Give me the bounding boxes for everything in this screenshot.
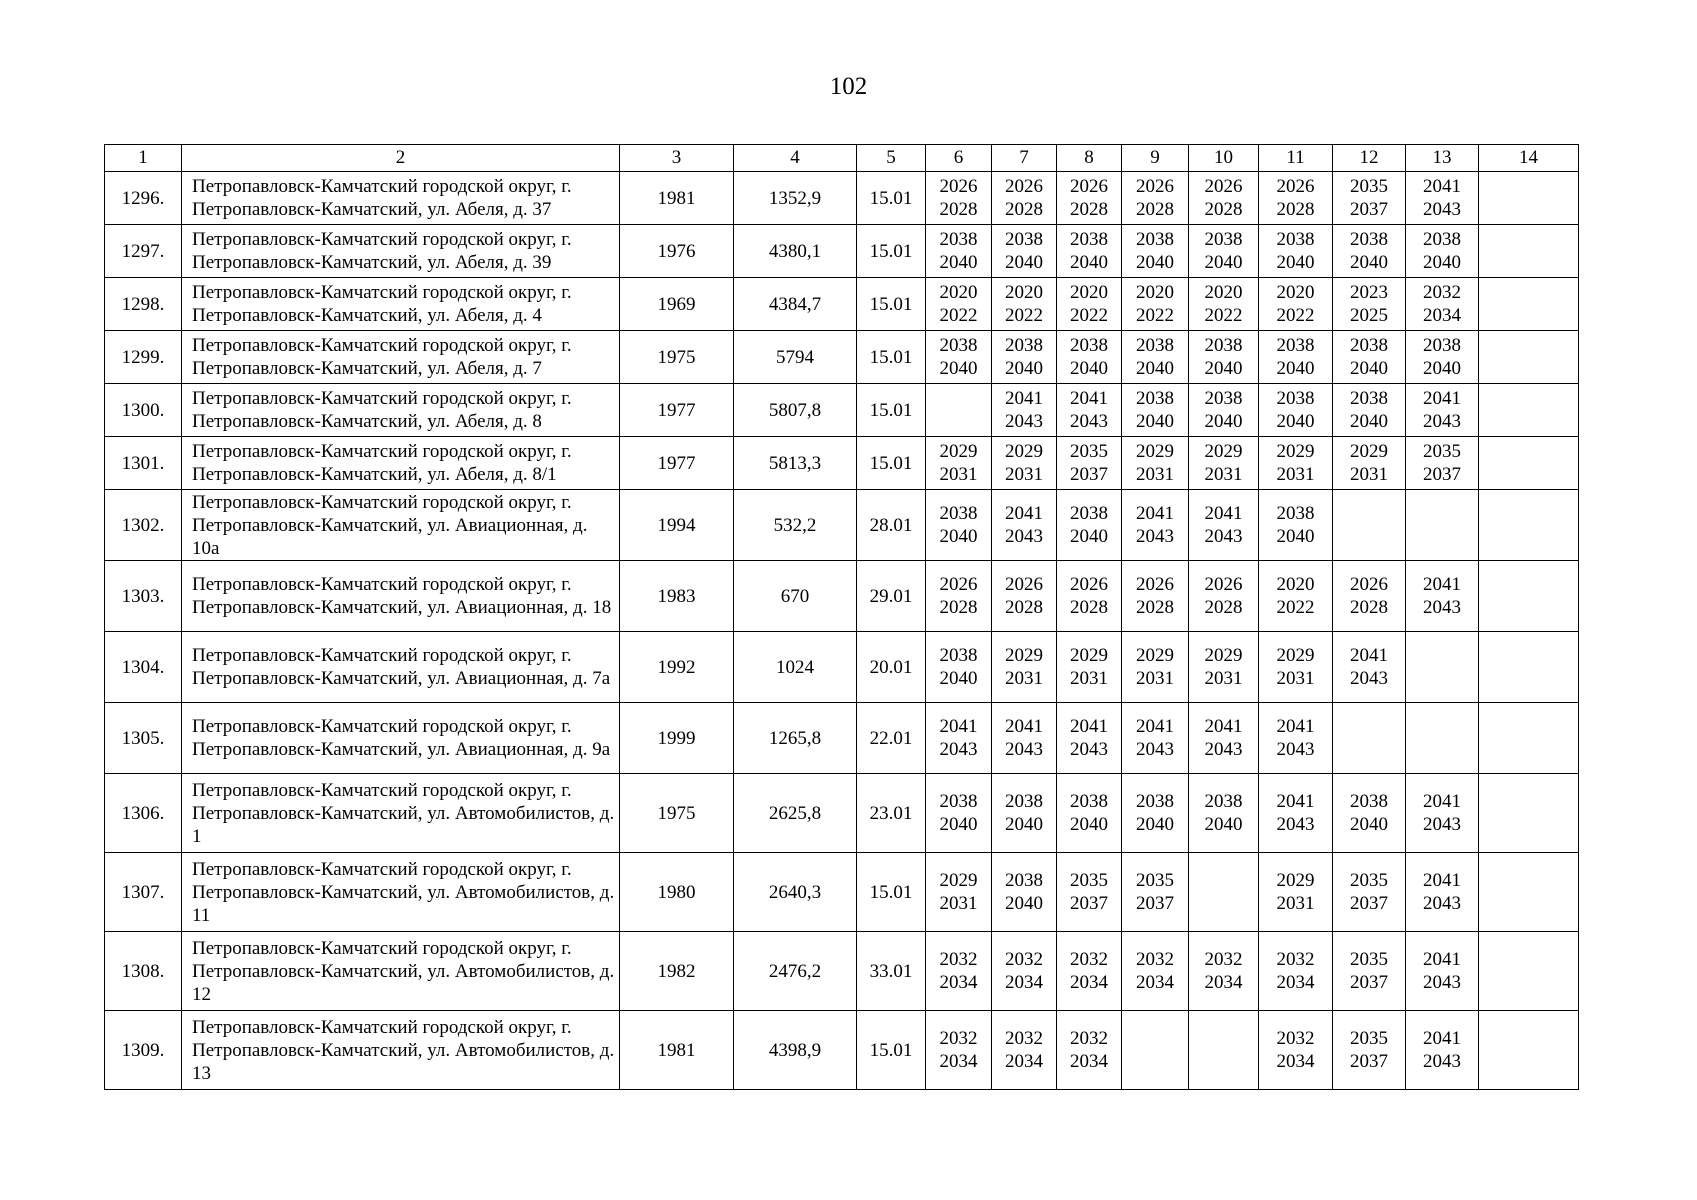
table-row [105, 632, 1579, 703]
period-cell: 2023 2025 [1333, 278, 1406, 331]
period-cell: 2026 2028 [1333, 561, 1406, 632]
table-row [105, 225, 1579, 278]
period-cell: 2038 2040 [1189, 774, 1259, 853]
code-cell: 22.01 [857, 703, 926, 774]
period-cell: 2035 2037 [1333, 853, 1406, 932]
period-cell: 2038 2040 [1259, 225, 1333, 278]
table-row [105, 774, 1579, 853]
period-cell: 2035 2037 [1057, 437, 1122, 490]
period-cell: 2038 2040 [1122, 774, 1189, 853]
code-cell: 15.01 [857, 331, 926, 384]
period-cell: 2035 2037 [1333, 1011, 1406, 1090]
code-cell: 15.01 [857, 384, 926, 437]
code-cell: 20.01 [857, 632, 926, 703]
column-header: 8 [1057, 145, 1122, 172]
period-cell [1406, 632, 1479, 703]
area-cell: 2625,8 [734, 774, 857, 853]
code-cell: 15.01 [857, 172, 926, 225]
period-cell: 2038 2040 [1333, 225, 1406, 278]
area-cell: 1265,8 [734, 703, 857, 774]
column-header: 7 [992, 145, 1057, 172]
column-14-cell [1479, 703, 1579, 774]
address-cell: Петропавловск-Камчатский городской округ, г. Петропавловск-Камчатский, ул. Абеля, д. 39 [182, 225, 620, 278]
period-cell: 2038 2040 [1122, 331, 1189, 384]
address-cell: Петропавловск-Камчатский городской округ, г. Петропавловск-Камчатский, ул. Абеля, д. 7 [182, 331, 620, 384]
period-cell: 2041 2043 [1406, 853, 1479, 932]
period-cell: 2038 2040 [1057, 331, 1122, 384]
row-number: 1309. [105, 1011, 182, 1090]
row-number: 1299. [105, 331, 182, 384]
year-cell: 1999 [620, 703, 734, 774]
period-cell: 2041 2043 [992, 384, 1057, 437]
column-header: 14 [1479, 145, 1579, 172]
area-cell: 1352,9 [734, 172, 857, 225]
period-cell: 2038 2040 [1057, 490, 1122, 561]
period-cell: 2029 2031 [1057, 632, 1122, 703]
period-cell [1333, 703, 1406, 774]
period-cell: 2038 2040 [926, 225, 992, 278]
row-number: 1302. [105, 490, 182, 561]
period-cell: 2026 2028 [1122, 172, 1189, 225]
column-header: 1 [105, 145, 182, 172]
period-cell: 2038 2040 [926, 632, 992, 703]
period-cell: 2041 2043 [1406, 561, 1479, 632]
address-cell: Петропавловск-Камчатский городской округ, г. Петропавловск-Камчатский, ул. Абеля, д. 8 [182, 384, 620, 437]
period-cell: 2038 2040 [1259, 384, 1333, 437]
period-cell: 2041 2043 [1057, 703, 1122, 774]
period-cell: 2041 2043 [1406, 384, 1479, 437]
column-14-cell [1479, 632, 1579, 703]
column-header: 12 [1333, 145, 1406, 172]
address-cell: Петропавловск-Камчатский городской округ, г. Петропавловск-Камчатский, ул. Абеля, д. 37 [182, 172, 620, 225]
period-cell [1189, 1011, 1259, 1090]
period-cell: 2041 2043 [1259, 703, 1333, 774]
period-cell: 2032 2034 [1259, 932, 1333, 1011]
code-cell: 15.01 [857, 437, 926, 490]
period-cell: 2029 2031 [1122, 437, 1189, 490]
year-cell: 1982 [620, 932, 734, 1011]
period-cell: 2041 2043 [1333, 632, 1406, 703]
column-header: 3 [620, 145, 734, 172]
row-number: 1301. [105, 437, 182, 490]
period-cell: 2041 2043 [992, 703, 1057, 774]
column-14-cell [1479, 331, 1579, 384]
column-header: 11 [1259, 145, 1333, 172]
row-number: 1305. [105, 703, 182, 774]
row-number: 1308. [105, 932, 182, 1011]
year-cell: 1977 [620, 437, 734, 490]
year-cell: 1975 [620, 331, 734, 384]
area-cell: 5807,8 [734, 384, 857, 437]
area-cell: 5794 [734, 331, 857, 384]
code-cell: 33.01 [857, 932, 926, 1011]
period-cell: 2020 2022 [926, 278, 992, 331]
period-cell: 2029 2031 [1259, 437, 1333, 490]
code-cell: 28.01 [857, 490, 926, 561]
column-header: 6 [926, 145, 992, 172]
period-cell: 2041 2043 [1189, 490, 1259, 561]
column-14-cell [1479, 172, 1579, 225]
period-cell: 2041 2043 [1406, 172, 1479, 225]
row-number: 1306. [105, 774, 182, 853]
year-cell: 1969 [620, 278, 734, 331]
period-cell: 2029 2031 [1122, 632, 1189, 703]
period-cell: 2026 2028 [1057, 561, 1122, 632]
code-cell: 29.01 [857, 561, 926, 632]
period-cell [926, 384, 992, 437]
table-row [105, 278, 1579, 331]
period-cell: 2035 2037 [1333, 932, 1406, 1011]
period-cell: 2020 2022 [1057, 278, 1122, 331]
period-cell: 2035 2037 [1122, 853, 1189, 932]
period-cell: 2026 2028 [926, 172, 992, 225]
period-cell: 2026 2028 [1189, 172, 1259, 225]
period-cell: 2020 2022 [1122, 278, 1189, 331]
column-14-cell [1479, 384, 1579, 437]
period-cell: 2032 2034 [992, 1011, 1057, 1090]
period-cell: 2038 2040 [926, 490, 992, 561]
column-header: 9 [1122, 145, 1189, 172]
code-cell: 23.01 [857, 774, 926, 853]
table-row [105, 490, 1579, 561]
housing-register-table [104, 144, 1579, 1090]
period-cell: 2029 2031 [992, 437, 1057, 490]
period-cell: 2038 2040 [926, 331, 992, 384]
period-cell: 2020 2022 [1259, 278, 1333, 331]
period-cell [1333, 490, 1406, 561]
period-cell: 2038 2040 [992, 331, 1057, 384]
period-cell: 2038 2040 [1122, 225, 1189, 278]
period-cell: 2029 2031 [926, 853, 992, 932]
period-cell: 2038 2040 [1057, 774, 1122, 853]
column-header: 2 [182, 145, 620, 172]
period-cell: 2041 2043 [1259, 774, 1333, 853]
header-row [105, 145, 1579, 172]
period-cell: 2032 2034 [926, 932, 992, 1011]
year-cell: 1976 [620, 225, 734, 278]
year-cell: 1981 [620, 172, 734, 225]
period-cell: 2038 2040 [1333, 331, 1406, 384]
row-number: 1307. [105, 853, 182, 932]
address-cell: Петропавловск-Камчатский городской округ, г. Петропавловск-Камчатский, ул. Авиационная, д. 7а [182, 632, 620, 703]
table-row [105, 172, 1579, 225]
year-cell: 1977 [620, 384, 734, 437]
row-number: 1297. [105, 225, 182, 278]
area-cell: 1024 [734, 632, 857, 703]
address-cell: Петропавловск-Камчатский городской округ, г. Петропавловск-Камчатский, ул. Авиационная, д. 10а [182, 490, 620, 561]
period-cell: 2026 2028 [1057, 172, 1122, 225]
table-row [105, 703, 1579, 774]
address-cell: Петропавловск-Камчатский городской округ, г. Петропавловск-Камчатский, ул. Автомобилистов, д. 12 [182, 932, 620, 1011]
period-cell: 2038 2040 [1406, 331, 1479, 384]
period-cell: 2032 2034 [1057, 1011, 1122, 1090]
period-cell: 2038 2040 [1189, 384, 1259, 437]
code-cell: 15.01 [857, 225, 926, 278]
page-number: 102 [829, 73, 868, 100]
column-header: 13 [1406, 145, 1479, 172]
column-14-cell [1479, 437, 1579, 490]
period-cell: 2032 2034 [1406, 278, 1479, 331]
period-cell: 2041 2043 [1122, 703, 1189, 774]
period-cell: 2035 2037 [1057, 853, 1122, 932]
area-cell: 670 [734, 561, 857, 632]
address-cell: Петропавловск-Камчатский городской округ, г. Петропавловск-Камчатский, ул. Автомобилистов, д. 11 [182, 853, 620, 932]
year-cell: 1980 [620, 853, 734, 932]
period-cell: 2041 2043 [992, 490, 1057, 561]
column-14-cell [1479, 1011, 1579, 1090]
period-cell: 2032 2034 [1057, 932, 1122, 1011]
period-cell: 2032 2034 [1189, 932, 1259, 1011]
period-cell: 2029 2031 [1259, 632, 1333, 703]
row-number: 1300. [105, 384, 182, 437]
area-cell: 5813,3 [734, 437, 857, 490]
period-cell: 2038 2040 [1259, 490, 1333, 561]
code-cell: 15.01 [857, 853, 926, 932]
table-row [105, 561, 1579, 632]
period-cell: 2038 2040 [1189, 331, 1259, 384]
table-row [105, 384, 1579, 437]
year-cell: 1992 [620, 632, 734, 703]
row-number: 1296. [105, 172, 182, 225]
period-cell: 2029 2031 [1189, 632, 1259, 703]
area-cell: 2476,2 [734, 932, 857, 1011]
period-cell: 2038 2040 [1189, 225, 1259, 278]
period-cell: 2041 2043 [1406, 932, 1479, 1011]
period-cell: 2020 2022 [992, 278, 1057, 331]
table-row [105, 331, 1579, 384]
area-cell: 532,2 [734, 490, 857, 561]
period-cell: 2032 2034 [1259, 1011, 1333, 1090]
year-cell: 1983 [620, 561, 734, 632]
period-cell: 2026 2028 [1259, 172, 1333, 225]
row-number: 1304. [105, 632, 182, 703]
period-cell: 2032 2034 [992, 932, 1057, 1011]
period-cell: 2035 2037 [1406, 437, 1479, 490]
period-cell: 2038 2040 [1057, 225, 1122, 278]
period-cell: 2041 2043 [926, 703, 992, 774]
column-header: 4 [734, 145, 857, 172]
column-14-cell [1479, 278, 1579, 331]
period-cell: 2038 2040 [1259, 331, 1333, 384]
period-cell [1406, 703, 1479, 774]
table-row [105, 932, 1579, 1011]
period-cell: 2029 2031 [1259, 853, 1333, 932]
period-cell: 2041 2043 [1406, 774, 1479, 853]
period-cell: 2038 2040 [992, 774, 1057, 853]
row-number: 1298. [105, 278, 182, 331]
year-cell: 1975 [620, 774, 734, 853]
period-cell: 2032 2034 [926, 1011, 992, 1090]
period-cell: 2038 2040 [992, 225, 1057, 278]
period-cell: 2041 2043 [1406, 1011, 1479, 1090]
period-cell [1189, 853, 1259, 932]
period-cell: 2029 2031 [926, 437, 992, 490]
column-14-cell [1479, 932, 1579, 1011]
address-cell: Петропавловск-Камчатский городской округ, г. Петропавловск-Камчатский, ул. Авиационная, д. 18 [182, 561, 620, 632]
column-header: 5 [857, 145, 926, 172]
column-14-cell [1479, 225, 1579, 278]
row-number: 1303. [105, 561, 182, 632]
code-cell: 15.01 [857, 278, 926, 331]
column-14-cell [1479, 490, 1579, 561]
period-cell: 2038 2040 [1333, 384, 1406, 437]
column-14-cell [1479, 853, 1579, 932]
area-cell: 4380,1 [734, 225, 857, 278]
table-row [105, 1011, 1579, 1090]
table-row [105, 437, 1579, 490]
period-cell: 2041 2043 [1057, 384, 1122, 437]
area-cell: 4384,7 [734, 278, 857, 331]
period-cell: 2038 2040 [926, 774, 992, 853]
period-cell: 2029 2031 [1189, 437, 1259, 490]
period-cell: 2026 2028 [992, 561, 1057, 632]
period-cell: 2041 2043 [1122, 490, 1189, 561]
address-cell: Петропавловск-Камчатский городской округ, г. Петропавловск-Камчатский, ул. Автомобилистов, д. 1 [182, 774, 620, 853]
year-cell: 1994 [620, 490, 734, 561]
column-14-cell [1479, 774, 1579, 853]
period-cell: 2038 2040 [992, 853, 1057, 932]
column-14-cell [1479, 561, 1579, 632]
year-cell: 1981 [620, 1011, 734, 1090]
code-cell: 15.01 [857, 1011, 926, 1090]
period-cell: 2041 2043 [1189, 703, 1259, 774]
address-cell: Петропавловск-Камчатский городской округ, г. Петропавловск-Камчатский, ул. Авиационная, д. 9а [182, 703, 620, 774]
period-cell: 2038 2040 [1406, 225, 1479, 278]
period-cell: 2029 2031 [1333, 437, 1406, 490]
period-cell: 2026 2028 [1122, 561, 1189, 632]
address-cell: Петропавловск-Камчатский городской округ, г. Петропавловск-Камчатский, ул. Абеля, д. 8/1 [182, 437, 620, 490]
address-cell: Петропавловск-Камчатский городской округ, г. Петропавловск-Камчатский, ул. Абеля, д. 4 [182, 278, 620, 331]
period-cell: 2038 2040 [1122, 384, 1189, 437]
period-cell: 2035 2037 [1333, 172, 1406, 225]
column-header: 10 [1189, 145, 1259, 172]
period-cell: 2032 2034 [1122, 932, 1189, 1011]
period-cell: 2038 2040 [1333, 774, 1406, 853]
area-cell: 4398,9 [734, 1011, 857, 1090]
period-cell: 2020 2022 [1189, 278, 1259, 331]
period-cell: 2026 2028 [1189, 561, 1259, 632]
area-cell: 2640,3 [734, 853, 857, 932]
address-cell: Петропавловск-Камчатский городской округ, г. Петропавловск-Камчатский, ул. Автомобилистов, д. 13 [182, 1011, 620, 1090]
period-cell: 2026 2028 [992, 172, 1057, 225]
table-row [105, 853, 1579, 932]
period-cell: 2026 2028 [926, 561, 992, 632]
period-cell: 2029 2031 [992, 632, 1057, 703]
period-cell [1122, 1011, 1189, 1090]
period-cell [1406, 490, 1479, 561]
period-cell: 2020 2022 [1259, 561, 1333, 632]
